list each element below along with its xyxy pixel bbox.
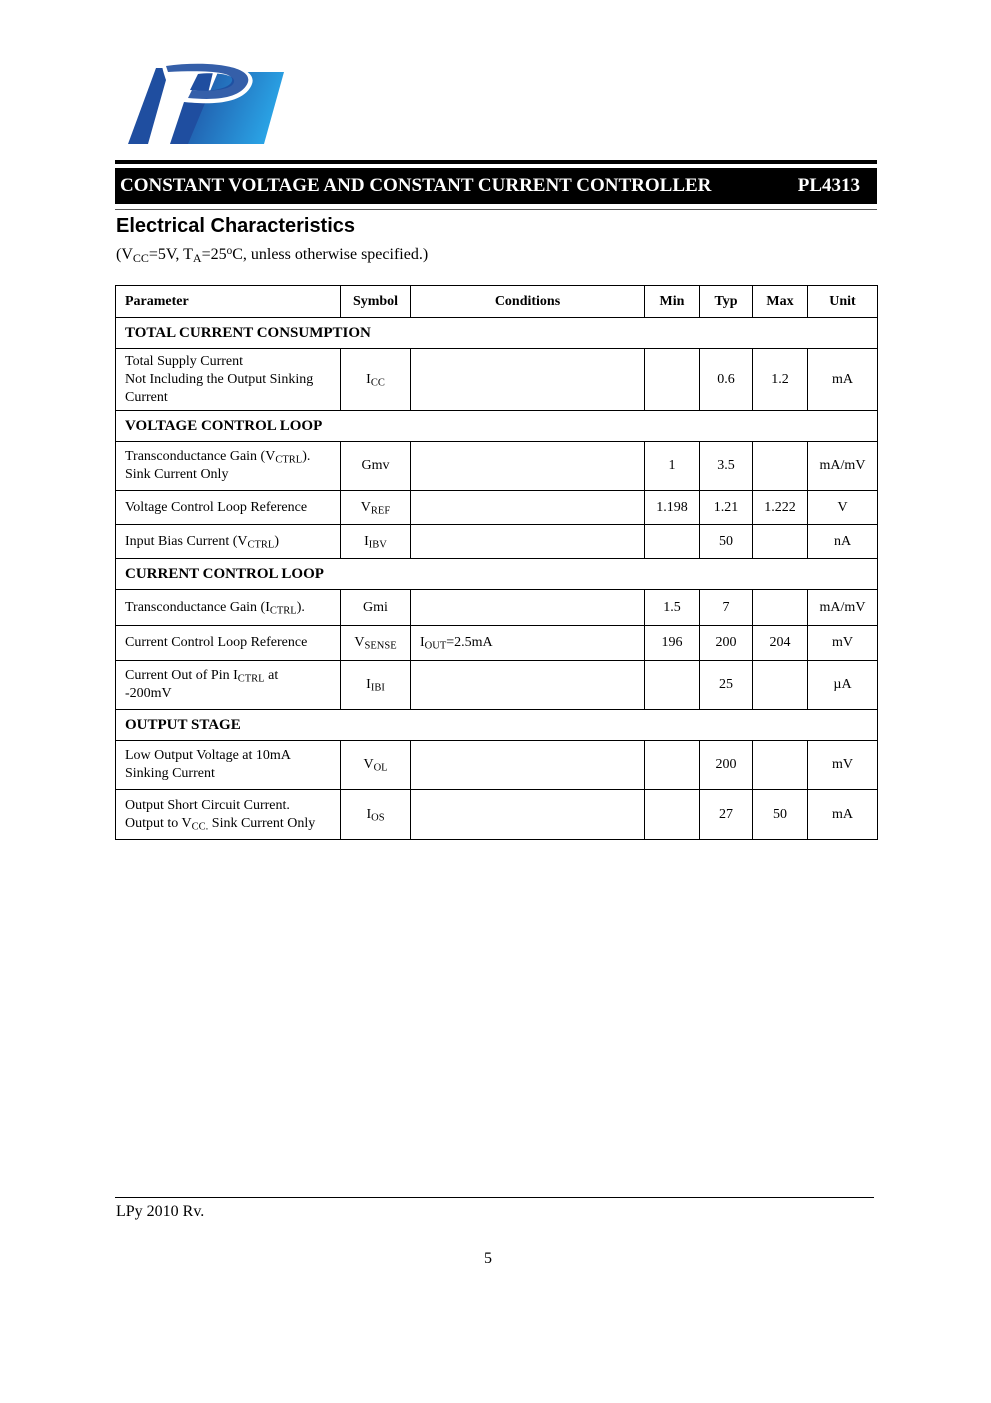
table-row	[116, 349, 878, 411]
symbol-sub: OS	[371, 812, 385, 824]
header-symbol: Symbol	[341, 286, 411, 318]
table-row	[116, 590, 878, 626]
cond-text: I	[420, 635, 425, 650]
symbol-text: V	[363, 757, 374, 772]
page-number: 5	[484, 1250, 492, 1267]
min-cell: 196	[645, 626, 700, 661]
max-cell	[753, 590, 808, 626]
symbol-sub: OL	[373, 762, 388, 774]
unit-cell: mA/mV	[808, 590, 878, 626]
cond-sub: OUT	[424, 640, 447, 652]
header-top-rule	[115, 160, 877, 164]
header-min: Min	[645, 286, 700, 318]
section-label: OUTPUT STAGE	[116, 710, 878, 741]
symbol-text: I	[364, 533, 369, 549]
section-label: CURRENT CONTROL LOOP	[116, 559, 878, 590]
min-cell	[645, 790, 700, 840]
max-cell: 1.222	[753, 491, 808, 525]
param-cell: Current Control Loop Reference	[116, 626, 341, 661]
max-cell: 1.2	[753, 349, 808, 411]
table-row	[116, 442, 878, 491]
cond-text: =2.5mA	[446, 635, 493, 650]
param-text: Total Supply Current	[125, 353, 244, 369]
symbol-cell	[341, 626, 411, 661]
param-text: Input Bias Current (V	[125, 533, 248, 549]
header-max: Max	[753, 286, 808, 318]
max-cell	[753, 442, 808, 491]
conditions-cell	[411, 525, 645, 559]
max-cell	[753, 661, 808, 710]
param-cell	[116, 442, 341, 491]
typ-cell: 200	[700, 626, 753, 661]
header-unit: Unit	[808, 286, 878, 318]
symbol-sub: CC	[370, 377, 385, 389]
typ-cell: 7	[700, 590, 753, 626]
conditions-cell	[411, 741, 645, 790]
min-cell	[645, 525, 700, 559]
typ-cell: 1.21	[700, 491, 753, 525]
param-cell	[116, 349, 341, 411]
symbol-cell	[341, 349, 411, 411]
unit-cell: mA	[808, 790, 878, 840]
company-logo	[126, 60, 286, 148]
max-cell: 50	[753, 790, 808, 840]
min-cell	[645, 661, 700, 710]
param-text: Not Including the Output Sinking	[125, 371, 314, 387]
conditions-cell	[411, 590, 645, 626]
table-row	[116, 626, 878, 661]
part-number: PL4313	[797, 175, 860, 196]
section-row	[116, 710, 878, 741]
max-cell: 204	[753, 626, 808, 661]
param-text: -200mV	[125, 686, 172, 701]
param-text: Sinking Current	[125, 766, 215, 781]
symbol-text: I	[366, 371, 371, 387]
table-row	[116, 790, 878, 840]
typ-cell: 200	[700, 741, 753, 790]
param-text: Current	[125, 389, 168, 405]
footer-rule	[115, 1197, 874, 1198]
min-cell	[645, 741, 700, 790]
conditions-cell	[411, 661, 645, 710]
cond-text: (V	[116, 246, 133, 263]
param-text: Transconductance Gain (I	[125, 599, 270, 615]
symbol-cell: Gmi	[341, 590, 411, 626]
symbol-cell	[341, 525, 411, 559]
cond-text: =25	[201, 246, 227, 263]
header-banner	[115, 168, 877, 204]
symbol-cell	[341, 661, 411, 710]
param-text: Output to V	[125, 815, 192, 831]
table-header-row	[116, 286, 878, 318]
section-row	[116, 411, 878, 442]
test-conditions	[116, 246, 428, 264]
param-text: at	[264, 668, 279, 683]
section-label: VOLTAGE CONTROL LOOP	[116, 411, 878, 442]
unit-cell: mA	[808, 349, 878, 411]
symbol-sub: IBI	[370, 682, 385, 694]
min-cell: 1.5	[645, 590, 700, 626]
conditions-cell	[411, 442, 645, 491]
symbol-sub: REF	[370, 505, 391, 517]
min-cell: 1.198	[645, 491, 700, 525]
param-text: Output Short Circuit Current.	[125, 797, 290, 813]
param-cell	[116, 590, 341, 626]
param-text: Sink Current Only	[208, 815, 316, 831]
max-cell	[753, 525, 808, 559]
cond-sub: A	[192, 251, 202, 265]
header-parameter: Parameter	[116, 286, 341, 318]
typ-cell: 27	[700, 790, 753, 840]
symbol-text: V	[354, 635, 365, 650]
table-row	[116, 741, 878, 790]
electrical-characteristics-table	[115, 285, 878, 840]
param-cell	[116, 790, 341, 840]
typ-cell: 50	[700, 525, 753, 559]
unit-cell: nA	[808, 525, 878, 559]
param-cell	[116, 661, 341, 710]
section-title: Electrical Characteristics	[116, 215, 356, 237]
conditions-cell	[411, 790, 645, 840]
unit-cell: V	[808, 491, 878, 525]
max-cell	[753, 741, 808, 790]
param-sub: CC.	[191, 821, 209, 833]
table-row	[116, 525, 878, 559]
document-title: CONSTANT VOLTAGE AND CONSTANT CURRENT CONTROLLER	[120, 175, 712, 196]
param-text: )	[274, 533, 279, 549]
param-text: Current Out of Pin I	[125, 668, 238, 683]
conditions-cell	[411, 626, 645, 661]
cond-text: =5V, T	[148, 246, 193, 263]
param-sub: CTRL	[247, 539, 275, 551]
min-cell: 1	[645, 442, 700, 491]
symbol-cell	[341, 790, 411, 840]
symbol-cell	[341, 491, 411, 525]
param-sub: CTRL	[275, 454, 303, 466]
degree-mark: o	[226, 244, 233, 257]
typ-cell: 0.6	[700, 349, 753, 411]
symbol-text: I	[366, 677, 371, 692]
min-cell	[645, 349, 700, 411]
param-text: Sink Current Only	[125, 467, 229, 482]
symbol-text: I	[366, 806, 372, 822]
param-text: Transconductance Gain (V	[125, 449, 276, 464]
param-text: ).	[302, 449, 311, 464]
unit-cell: µA	[808, 661, 878, 710]
param-cell	[116, 525, 341, 559]
param-sub: CTRL	[269, 605, 297, 617]
conditions-cell	[411, 491, 645, 525]
unit-cell: mV	[808, 626, 878, 661]
table-row	[116, 661, 878, 710]
section-row	[116, 559, 878, 590]
symbol-text: V	[360, 499, 371, 515]
param-text: Low Output Voltage at 10mA	[125, 748, 291, 763]
symbol-cell	[341, 741, 411, 790]
typ-cell: 25	[700, 661, 753, 710]
symbol-cell: Gmv	[341, 442, 411, 491]
unit-cell: mA/mV	[808, 442, 878, 491]
cond-sub: CC	[132, 251, 149, 265]
param-cell	[116, 741, 341, 790]
conditions-cell	[411, 349, 645, 411]
header-bottom-rule	[115, 209, 877, 210]
param-cell: Voltage Control Loop Reference	[116, 491, 341, 525]
footer-revision: LPy 2010 Rv.	[116, 1203, 205, 1220]
symbol-sub: SENSE	[364, 640, 397, 652]
section-row	[116, 318, 878, 349]
param-sub: CTRL	[237, 673, 265, 685]
header-conditions: Conditions	[411, 286, 645, 318]
unit-cell: mV	[808, 741, 878, 790]
section-label: TOTAL CURRENT CONSUMPTION	[116, 318, 878, 349]
header-typ: Typ	[700, 286, 753, 318]
cond-text: C, unless otherwise specified.)	[232, 246, 429, 263]
typ-cell: 3.5	[700, 442, 753, 491]
table-row	[116, 491, 878, 525]
param-text: ).	[296, 599, 305, 615]
symbol-sub: IBV	[368, 539, 387, 551]
